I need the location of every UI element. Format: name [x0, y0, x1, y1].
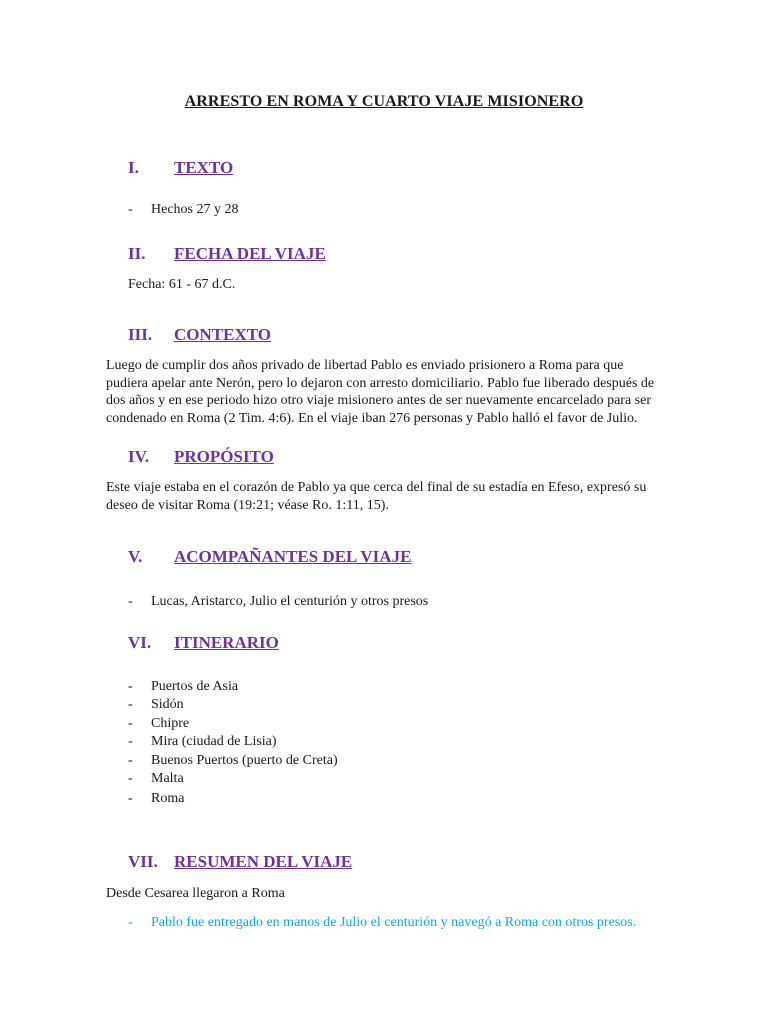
section-title: CONTEXTO	[174, 325, 271, 344]
list-item-text: Roma	[151, 791, 185, 806]
list-item	[128, 771, 184, 787]
section-title: FECHA DEL VIAJE	[174, 244, 326, 263]
section-number: VII.	[128, 852, 158, 871]
list-item	[128, 594, 428, 610]
bullet-dash: -	[128, 202, 133, 217]
list-item-text: Mira (ciudad de Lisia)	[151, 734, 277, 749]
section-number: II.	[128, 244, 146, 263]
paragraph-line: dos años y en ese periodo hizo otro viaje misionero antes de ser nuevamente encarcelado para ser	[106, 393, 652, 408]
list-item	[128, 915, 636, 931]
paragraph-line: pudiera apelar ante Nerón, pero lo dejaron con arresto domiciliario. Pablo fue liberado después de	[106, 375, 655, 391]
list-item	[128, 716, 189, 732]
proposito-paragraph	[106, 479, 666, 514]
bullet-dash: -	[128, 594, 133, 609]
contexto-paragraph	[106, 357, 666, 427]
bullet-dash: -	[128, 771, 133, 786]
section-proposito-heading	[128, 447, 274, 467]
bullet-dash: -	[128, 679, 133, 694]
bullet-dash: -	[128, 915, 133, 930]
list-item-text: Chipre	[151, 716, 190, 731]
section-number: IV.	[128, 447, 149, 466]
list-item-text: Buenos Puertos (puerto de Creta)	[151, 753, 338, 768]
section-fecha-heading	[128, 244, 326, 264]
bullet-dash: -	[128, 734, 133, 749]
list-item	[128, 202, 239, 218]
bullet-dash: -	[128, 697, 133, 712]
paragraph-line: Este viaje estaba en el corazón de Pablo ya que cerca del final de su estadía en Efeso, expresó su	[106, 480, 647, 495]
bullet-dash: -	[128, 716, 133, 731]
list-item	[128, 791, 184, 807]
section-acompanantes-heading	[128, 547, 411, 567]
section-title: PROPÓSITO	[174, 447, 274, 466]
bullet-dash: -	[128, 791, 133, 806]
list-item-text: Malta	[151, 771, 184, 786]
list-item	[128, 753, 338, 769]
section-texto-heading	[128, 158, 233, 178]
section-title: RESUMEN DEL VIAJE	[174, 852, 353, 871]
bullet-dash: -	[128, 753, 133, 768]
paragraph-line: deseo de visitar Roma (19:21; véase Ro. 1:11, 15).	[106, 497, 389, 513]
list-item-text: Lucas, Aristarco, Julio el centurión y otros presos	[151, 594, 429, 609]
section-number: III.	[128, 325, 153, 344]
paragraph-line: Luego de cumplir dos años privado de libertad Pablo es enviado prisionero a Roma para que	[106, 358, 624, 373]
list-item-text: Pablo fue entregado en manos de Julio el centurión y navegó a Roma con otros presos.	[151, 915, 637, 930]
document-title: ARRESTO EN ROMA Y CUARTO VIAJE MISIONERO	[184, 93, 584, 110]
section-title: ITINERARIO	[174, 633, 279, 652]
section-title: ACOMPAÑANTES DEL VIAJE	[174, 547, 412, 566]
list-item	[128, 679, 238, 695]
section-itinerario-heading	[128, 633, 279, 653]
section-resumen-heading	[128, 852, 352, 872]
list-item	[128, 697, 184, 713]
list-item-text: Sidón	[151, 697, 184, 712]
section-number: I.	[128, 158, 139, 177]
section-contexto-heading	[128, 325, 271, 345]
section-number: VI.	[128, 633, 152, 652]
list-item-text: Puertos de Asia	[151, 679, 239, 694]
resumen-text: Desde Cesarea llegaron a Roma	[106, 886, 285, 901]
list-item-text: Hechos 27 y 28	[151, 202, 239, 217]
paragraph-line: condenado en Roma (2 Tim. 4:6). En el viaje iban 276 personas y Pablo halló el favor de Julio.	[106, 410, 638, 426]
list-item	[128, 734, 277, 750]
section-number: V.	[128, 547, 143, 566]
fecha-text: Fecha: 61 - 67 d.C.	[128, 277, 236, 292]
section-title: TEXTO	[174, 158, 234, 177]
